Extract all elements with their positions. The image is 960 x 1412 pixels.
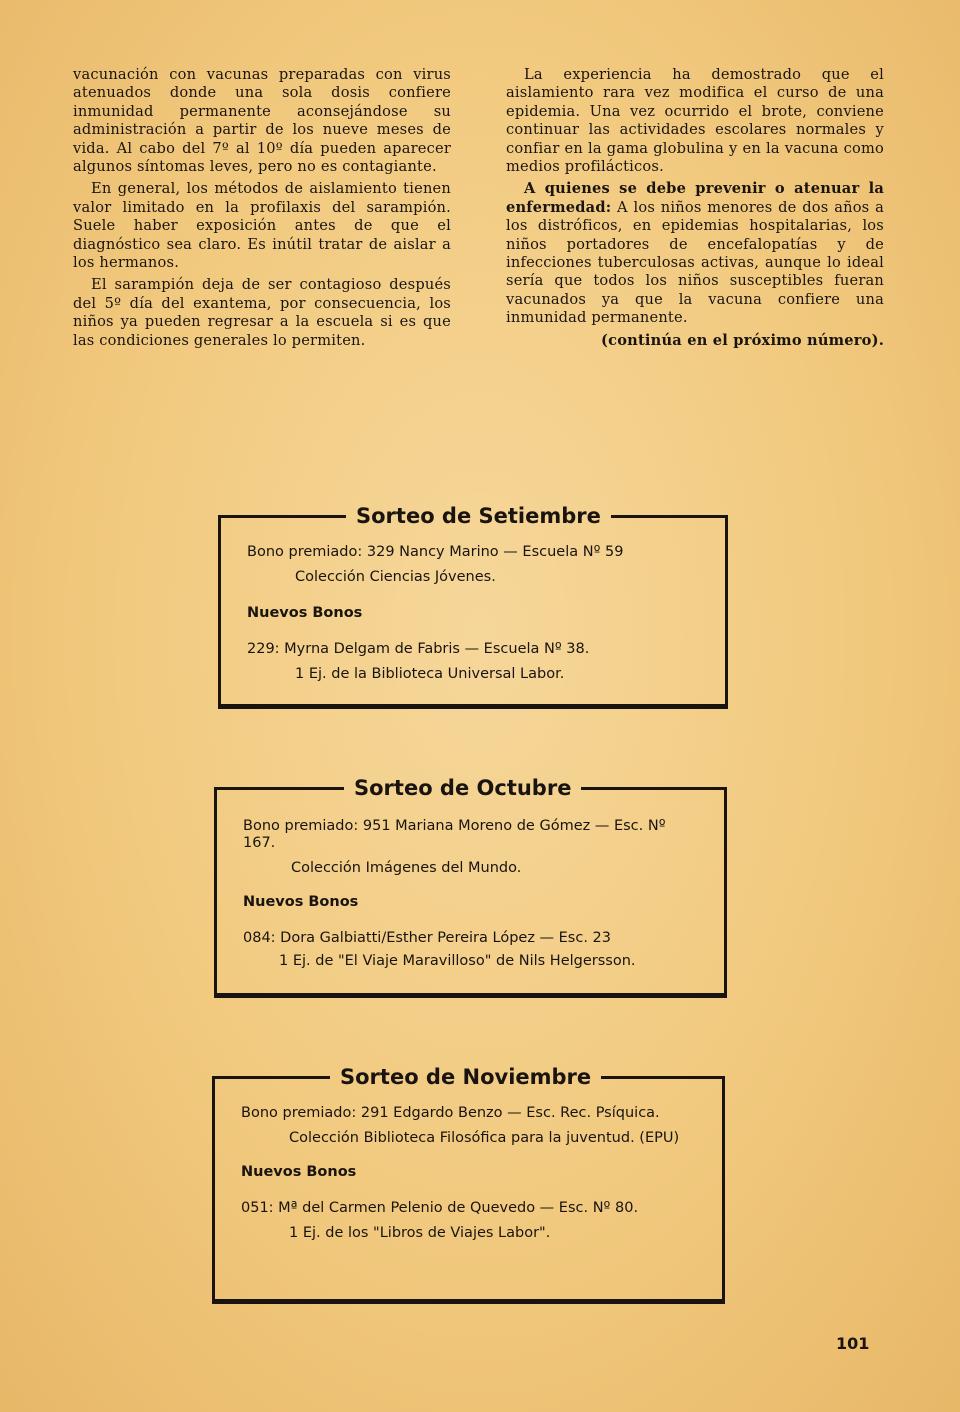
sorteo-noviembre-box [212, 1065, 725, 1304]
coleccion: Colección Biblioteca Filosófica para la juventud. (EPU) [289, 1130, 680, 1146]
paragraph: El sarampión deja de ser contagioso después del 5º día del exantema, por consecuencia, los niños ya pueden regresar a la escuela si es que las condiciones generales lo permiten. [73, 276, 451, 349]
box-title: Sorteo de Octubre [354, 776, 572, 800]
paragraph: vacunación con vacunas preparadas con virus atenuados donde una sola dosis confiere inmunidad permanente aconsejándose su administración a partir de los nueve meses de vida. Al cabo del 7º al 10º día pueden aparecer algunos síntomas leves, pero no es contagiante. [73, 66, 451, 176]
box-title: Sorteo de Noviembre [340, 1065, 592, 1089]
title-rule [218, 515, 346, 518]
nuevos-bonos-label: Nuevos Bonos [241, 1164, 357, 1180]
box-title-row [218, 502, 728, 530]
box-title-row [214, 774, 727, 802]
title-rule [212, 1076, 330, 1079]
box-content [243, 818, 702, 970]
paragraph-rest: A los niños menores de dos años a los distróficos, en epidemias hospitalarias, los niños portadores de encefalopatías y de infecciones tuberculosas activas, aunque lo ideal sería que todos los niños susceptibles fueran vacunados ya que la vacuna confiere una inmunidad permanente. [506, 198, 884, 327]
premio: 1 Ej. de los "Libros de Viajes Labor". [289, 1225, 551, 1241]
title-rule [601, 1076, 725, 1079]
right-text-column [506, 66, 884, 354]
left-text-column [73, 66, 451, 354]
page-number: 101 [836, 1334, 870, 1353]
sorteo-octubre-box [214, 776, 727, 998]
box-content [247, 544, 703, 683]
premio: 1 Ej. de la Biblioteca Universal Labor. [295, 666, 565, 682]
bono-premiado: Bono premiado: 329 Nancy Marino — Escuela Nº 59 [247, 544, 624, 560]
nuevo-bono: 229: Myrna Delgam de Fabris — Escuela Nº 38. [247, 641, 590, 657]
title-rule [581, 787, 727, 790]
paragraph-lead: A quienes se debe prevenir o atenuar la enfermedad: [506, 180, 884, 216]
box-content [241, 1105, 700, 1242]
title-rule [214, 787, 344, 790]
paragraph: La experiencia ha demostrado que el aislamiento rara vez modifica el curso de una epidemia. Una vez ocurrido el brote, conviene continuar las actividades escolares normales y confiar en la gama globulina y en la vacuna como medios profilácticos. [506, 66, 884, 176]
paragraph: En general, los métodos de aislamiento tienen valor limitado en la profilaxis del sarampión. Suele haber exposición antes de que el diagnóstico sea claro. Es inútil tratar de aislar a los hermanos. [73, 180, 451, 272]
premio: 1 Ej. de "El Viaje Maravilloso" de Nils Helgersson. [279, 953, 636, 969]
box-title-row [212, 1063, 725, 1091]
nuevo-bono: 051: Mª del Carmen Pelenio de Quevedo — Esc. Nº 80. [241, 1200, 639, 1216]
nuevos-bonos-label: Nuevos Bonos [247, 605, 363, 621]
box-title: Sorteo de Setiembre [356, 504, 601, 528]
coleccion: Colección Ciencias Jóvenes. [295, 569, 496, 585]
nuevos-bonos-label: Nuevos Bonos [243, 894, 359, 910]
bono-premiado: Bono premiado: 951 Mariana Moreno de Gómez — Esc. Nº 167. [243, 818, 666, 851]
title-rule [611, 515, 728, 518]
bono-premiado: Bono premiado: 291 Edgardo Benzo — Esc. Rec. Psíquica. [241, 1105, 660, 1121]
paragraph [506, 180, 884, 327]
continues-note: (continúa en el próximo número). [601, 331, 884, 349]
coleccion: Colección Imágenes del Mundo. [291, 860, 522, 876]
sorteo-setiembre-box [218, 504, 728, 709]
nuevo-bono: 084: Dora Galbiatti/Esther Pereira López — Esc. 23 [243, 930, 612, 946]
